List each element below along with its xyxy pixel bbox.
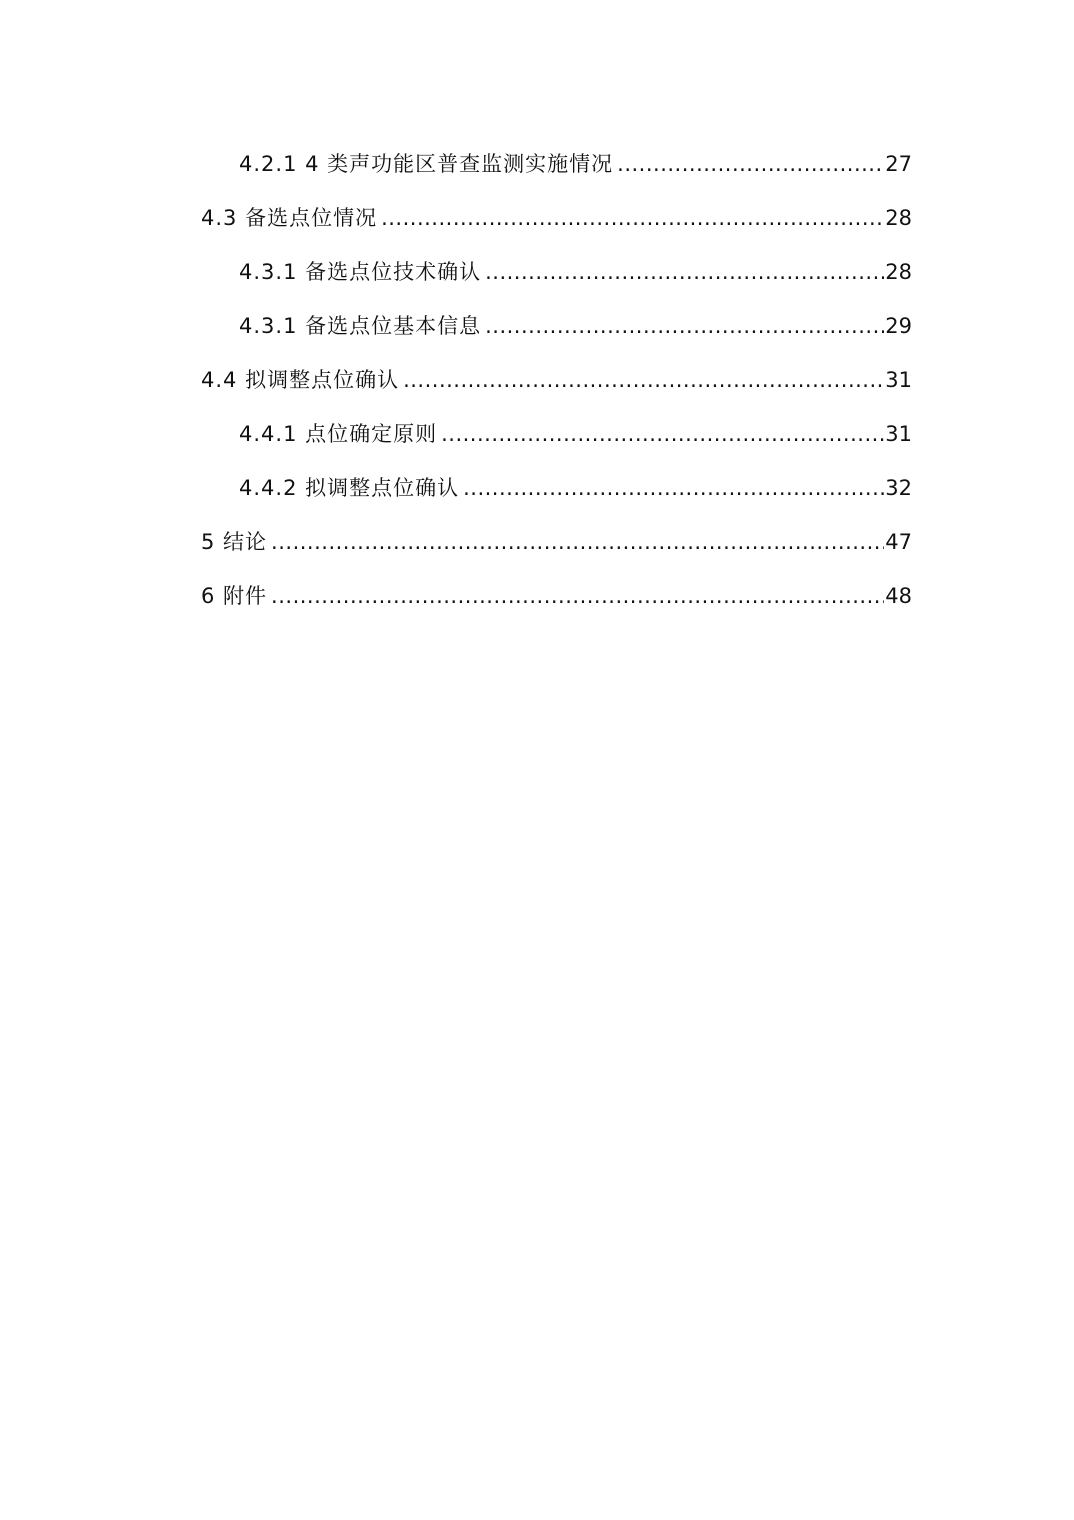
toc-entry[interactable]: [201, 196, 912, 250]
toc-entry[interactable]: [201, 574, 912, 628]
toc-entry[interactable]: [201, 304, 912, 358]
toc-entry-title: 4.3.1 备选点位基本信息: [239, 314, 482, 338]
toc-entry-title: 6 附件: [201, 584, 268, 608]
toc-entry-title: 4.2.1 4 类声功能区普查监测实施情况: [239, 152, 614, 176]
toc-entry-page: 27: [885, 152, 912, 176]
toc-dot-leader: [441, 412, 884, 456]
toc-dot-leader: [381, 196, 884, 240]
toc-entry-title: 4.4.1 点位确定原则: [239, 422, 438, 446]
toc-entry-page: 32: [885, 476, 912, 500]
toc-dot-leader: [403, 358, 884, 402]
toc-entry-page: 29: [885, 314, 912, 338]
toc-entry-title: 4.4.2 拟调整点位确认: [239, 476, 460, 500]
toc-dot-leader: [271, 574, 884, 618]
toc-entry-title: 4.3 备选点位情况: [201, 206, 378, 230]
toc-entry[interactable]: [201, 520, 912, 574]
toc-entry-page: 28: [885, 260, 912, 284]
toc-entry-page: 31: [885, 422, 912, 446]
toc-dot-leader: [485, 304, 884, 348]
toc-entry-title: 5 结论: [201, 530, 268, 554]
toc-entry-page: 31: [885, 368, 912, 392]
table-of-contents: [201, 142, 912, 628]
toc-dot-leader: [617, 142, 884, 186]
toc-entry[interactable]: [201, 412, 912, 466]
toc-dot-leader: [463, 466, 884, 510]
toc-dot-leader: [485, 250, 884, 294]
toc-dot-leader: [271, 520, 884, 564]
toc-entry-title: 4.3.1 备选点位技术确认: [239, 260, 482, 284]
toc-entry-title: 4.4 拟调整点位确认: [201, 368, 400, 392]
toc-entry-page: 47: [885, 530, 912, 554]
toc-entry[interactable]: [201, 358, 912, 412]
toc-entry-page: 48: [885, 584, 912, 608]
toc-entry[interactable]: [201, 466, 912, 520]
toc-entry[interactable]: [201, 142, 912, 196]
toc-entry[interactable]: [201, 250, 912, 304]
toc-entry-page: 28: [885, 206, 912, 230]
